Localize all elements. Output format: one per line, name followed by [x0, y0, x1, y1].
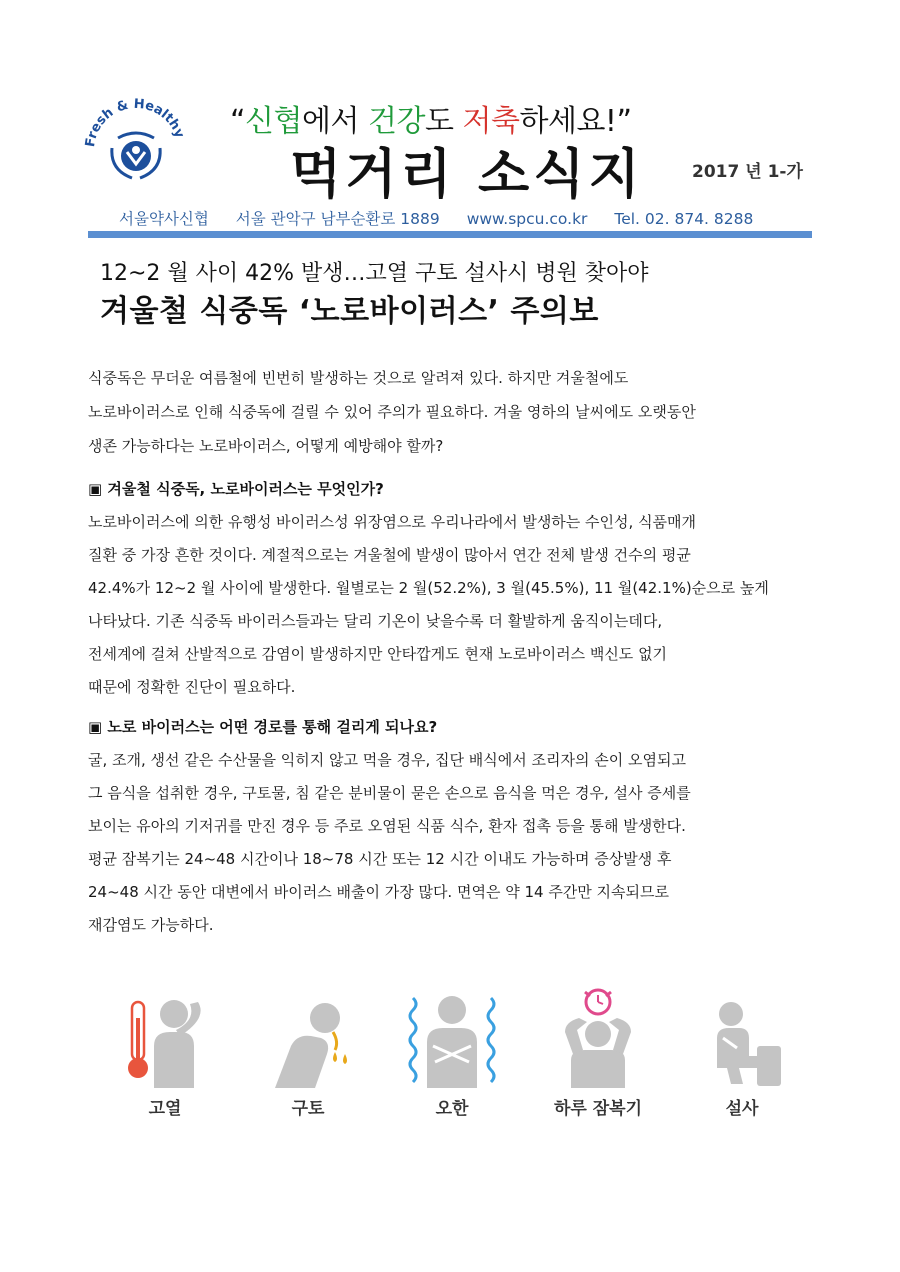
contact-phone: Tel. 02. 874. 8288	[614, 210, 754, 228]
slogan-also: 도	[424, 104, 463, 139]
credit-union-logo	[80, 92, 190, 192]
section1-line: 때문에 정확한 진단이 필요하다.	[88, 678, 296, 696]
section1-line: 나타났다. 기존 식중독 바이러스들과는 달리 기온이 낮을수록 더 활발하게 움직이는데다,	[88, 612, 663, 630]
section2-line: 재감염도 가능하다.	[88, 916, 214, 934]
symptom-diarrhea	[682, 988, 802, 1128]
intro-line: 생존 가능하다는 노로바이러스, 어떻게 예방해야 할까?	[88, 437, 444, 455]
vomit-icon	[253, 988, 363, 1088]
section2-heading: ▣ 노로 바이러스는 어떤 경로를 통해 걸리게 되나요?	[88, 718, 438, 736]
slogan-at: 에서	[302, 104, 369, 139]
symptom-label: 고열	[148, 1099, 182, 1119]
issue-number: 2017 년 1-가	[692, 162, 803, 182]
symptom-label: 구토	[291, 1099, 325, 1119]
symptom-label: 설사	[725, 1099, 759, 1119]
intro-line: 노로바이러스로 인해 식중독에 걸릴 수 있어 주의가 필요하다. 겨울 영하의 날씨에도 오랫동안	[88, 403, 696, 421]
slogan-open-quote: “	[230, 104, 246, 139]
symptom-label: 오한	[435, 1099, 469, 1119]
fever-icon	[110, 988, 220, 1088]
section1-line: 전세계에 걸쳐 산발적으로 감염이 발생하지만 안타깝게도 현재 노로바이러스 백신도 없기	[88, 645, 668, 663]
symptom-label: 하루 잠복기	[553, 1099, 643, 1119]
slogan-do: 하세요!	[519, 104, 617, 139]
section1-heading: ▣ 겨울철 식중독, 노로바이러스는 무엇인가?	[88, 480, 384, 498]
header-divider	[88, 231, 812, 238]
section1-line: 질환 중 가장 흔한 것이다. 계절적으로는 겨울철에 발생이 많아서 연간 전체 발생 건수의 평균	[88, 546, 691, 564]
contact-bar	[119, 207, 775, 229]
newsletter-masthead: 먹거리 소식지	[290, 144, 644, 205]
contact-website: www.spcu.co.kr	[466, 210, 588, 228]
section2-line: 굴, 조개, 생선 같은 수산물을 익히지 않고 먹을 경우, 집단 배식에서 조리자의 손이 오염되고	[88, 751, 686, 769]
article-title: 겨울철 식중독 ‘노로바이러스’ 주의보	[100, 294, 599, 329]
symptom-incubation	[538, 988, 658, 1128]
svg-text:Fresh & Healthy	[83, 97, 187, 148]
intro-line: 식중독은 무더운 여름철에 빈번히 발생하는 것으로 알려져 있다. 하지만 겨울철에도	[88, 369, 629, 387]
slogan-credit-union: 신협	[245, 104, 303, 139]
section2-line: 평균 잠복기는 24~48 시간이나 18~78 시간 또는 12 시간 이내도 가능하며 증상발생 후	[88, 850, 672, 868]
symptom-vomiting	[248, 988, 368, 1128]
logo-text: Fresh & Healthy	[83, 96, 187, 148]
diarrhea-toilet-icon	[687, 988, 797, 1088]
article-subtitle: 12~2 월 사이 42% 발생…고열 구토 설사시 병원 찾아야	[100, 261, 649, 286]
section1-line: 노로바이러스에 의한 유행성 바이러스성 위장염으로 우리나라에서 발생하는 수인성, 식품매개	[88, 513, 697, 531]
slogan-health: 건강	[368, 104, 425, 139]
section2-line: 보이는 유아의 기저귀를 만진 경우 등 주로 오염된 식품 식수, 환자 접촉 등을 통해 발생한다.	[88, 817, 686, 835]
section2-line: 24~48 시간 동안 대변에서 바이러스 배출이 가장 많다. 면역은 약 14 주간만 지속되므로	[88, 883, 670, 901]
symptom-fever	[105, 988, 225, 1128]
contact-address: 서울 관악구 남부순환로 1889	[235, 210, 440, 228]
section2-line: 그 음식을 섭취한 경우, 구토물, 침 같은 분비물이 묻은 손으로 음식을 먹은 경우, 설사 증세를	[88, 784, 691, 802]
symptom-chills	[392, 988, 512, 1128]
slogan-savings: 저축	[462, 104, 520, 139]
slogan-close-quote: ”	[616, 104, 632, 139]
chills-icon	[397, 988, 507, 1088]
section1-line: 42.4%가 12~2 월 사이에 발생한다. 월별로는 2 월(52.2%), 3 월(45.5%), 11 월(42.1%)순으로 높게	[88, 579, 769, 597]
incubation-clock-icon	[543, 988, 653, 1088]
contact-org: 서울약사신협	[119, 210, 209, 228]
